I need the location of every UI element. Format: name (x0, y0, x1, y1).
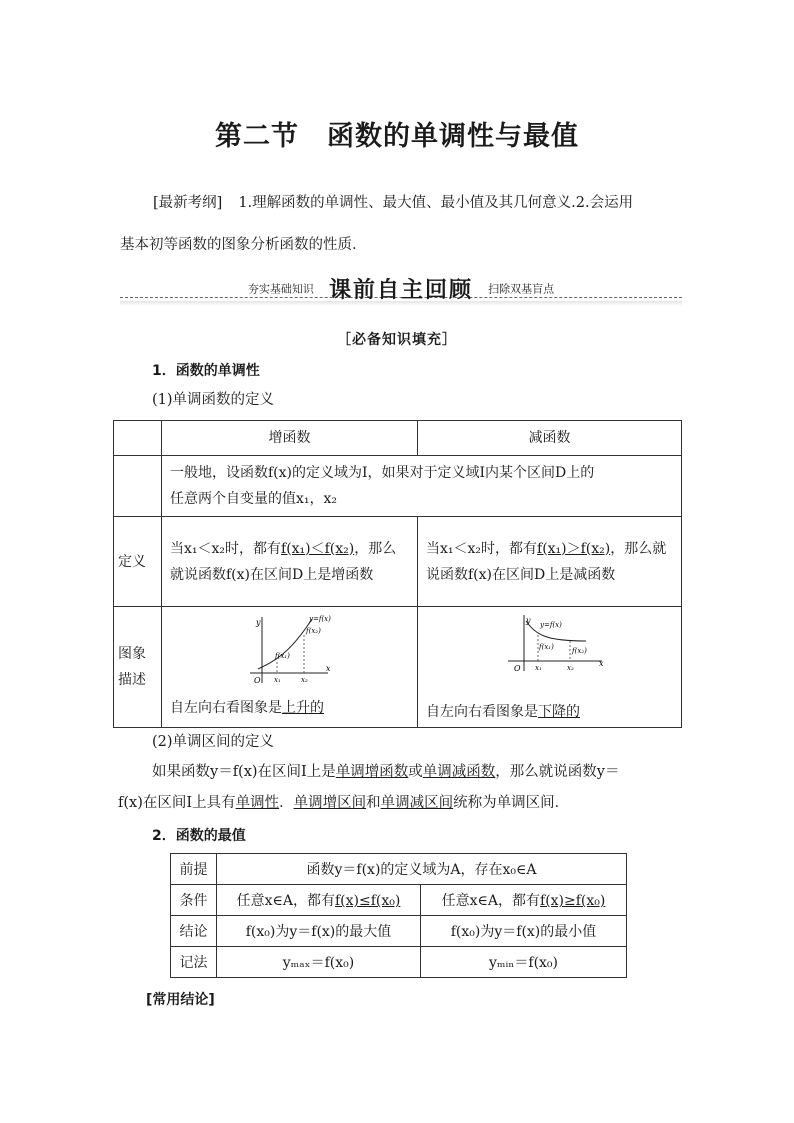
condition-label: 条件 (171, 885, 217, 916)
common-conclusion-label: [常用结论] (146, 992, 215, 1008)
interval-definition-line-1: 如果函数y＝f(x)在区间I上是单调增函数或单调减函数，那么就说函数y＝ (152, 764, 620, 780)
x-axis-label: x (599, 659, 604, 668)
row-label-graph: 图象 描述 (114, 607, 162, 728)
y-axis-label: y (256, 618, 261, 627)
common-row-label (114, 456, 162, 517)
x-axis-label: x (326, 664, 331, 673)
curve-label: y=f(x) (540, 621, 562, 629)
table-corner-cell (114, 421, 162, 456)
increasing-graph-cell: y x O x₁ x₂ f(x₁) f(x₂) y=f(x) 自左向右看图象是上升的 (162, 607, 418, 728)
x1-label: x₁ (274, 676, 281, 684)
premise-text: 函数y＝f(x)的定义域为A，存在x₀∈A (217, 854, 627, 885)
fx1-label: f(x₁) (539, 643, 554, 651)
syllabus-line-2: 基本初等函数的图象分析函数的性质． (120, 237, 367, 253)
origin-label: O (254, 676, 261, 685)
decreasing-condition: f(x₁)＞f(x₂) (537, 540, 611, 557)
section-2-heading: 2．函数的最值 (152, 828, 246, 844)
section-banner (120, 273, 682, 304)
header-increasing: 增函数 (162, 421, 418, 456)
notation-min: yₘᵢₙ＝f(x₀) (421, 947, 627, 978)
syllabus-text-1: 1.理解函数的单调性、最大值、最小值及其几何意义.2.会运用 (238, 195, 634, 211)
section-1-sub-2: (2)单调区间的定义 (152, 734, 275, 750)
curve-label: y=f(x) (309, 615, 331, 623)
knowledge-heading: ［必备知识填充］ (337, 332, 457, 348)
fx2-label: f(x₂) (306, 627, 321, 635)
decreasing-graph-answer: 下降的 (538, 704, 580, 720)
row-label-definition: 定义 (114, 517, 162, 607)
y-axis-label: y (526, 616, 531, 625)
premise-label: 前提 (171, 854, 217, 885)
banner-center: 课前自主回顾 (328, 278, 473, 303)
common-definition (162, 456, 682, 517)
decreasing-definition: 当x₁＜x₂时，都有f(x₁)＞f(x₂)，那么就说函数f(x)在区间D上是减函数 (418, 517, 682, 607)
monotonic-definition-table (113, 420, 682, 728)
increasing-function-graph (170, 611, 410, 691)
notation-label: 记法 (171, 947, 217, 978)
conclusion-min: f(x₀)为y＝f(x)的最小值 (421, 916, 627, 947)
section-1-sub-1: (1)单调函数的定义 (152, 392, 275, 408)
decreasing-function-graph (426, 613, 674, 689)
condition-min: 任意x∈A，都有f(x)≥f(x₀) (421, 885, 627, 916)
decreasing-graph-cell: y x O x₁ x₂ f(x₁) f(x₂) y=f(x) 自左向右看图象是下降的 (418, 607, 682, 728)
syllabus-line-1 (153, 194, 633, 213)
common-line-1: 一般地，设函数f(x)的定义域为I，如果对于定义域I内某个区间D上的 (170, 465, 595, 481)
header-decreasing: 减函数 (418, 421, 682, 456)
page-title: 第二节 函数的单调性与最值 (215, 121, 579, 152)
x1-label: x₁ (535, 664, 542, 672)
origin-label: O (514, 664, 521, 673)
fx2-label: f(x₂) (572, 647, 587, 655)
increasing-definition: 当x₁＜x₂时，都有f(x₁)＜f(x₂)，那么就说函数f(x)在区间D上是增函数 (162, 517, 418, 607)
common-line-2: 任意两个自变量的值x₁，x₂ (170, 491, 338, 507)
interval-definition-line-2: f(x)在区间I上具有单调性．单调增区间和单调减区间统称为单调区间． (118, 795, 570, 811)
syllabus-tag: [最新考纲] (153, 195, 223, 211)
extreme-value-table (170, 853, 627, 978)
increasing-condition: f(x₁)＜f(x₂) (281, 540, 355, 557)
banner-right: 扫除双基盲点 (488, 282, 555, 296)
notation-max: yₘₐₓ＝f(x₀) (217, 947, 421, 978)
banner-left: 夯实基础知识 (247, 282, 314, 296)
x2-label: x₂ (301, 676, 308, 684)
conclusion-max: f(x₀)为y＝f(x)的最大值 (217, 916, 421, 947)
condition-max: 任意x∈A，都有f(x)≤f(x₀) (217, 885, 421, 916)
increasing-graph-answer: 上升的 (282, 700, 324, 716)
fx1-label: f(x₁) (275, 652, 290, 660)
conclusion-label: 结论 (171, 916, 217, 947)
x2-label: x₂ (567, 664, 574, 672)
section-1-heading: 1．函数的单调性 (152, 363, 260, 379)
